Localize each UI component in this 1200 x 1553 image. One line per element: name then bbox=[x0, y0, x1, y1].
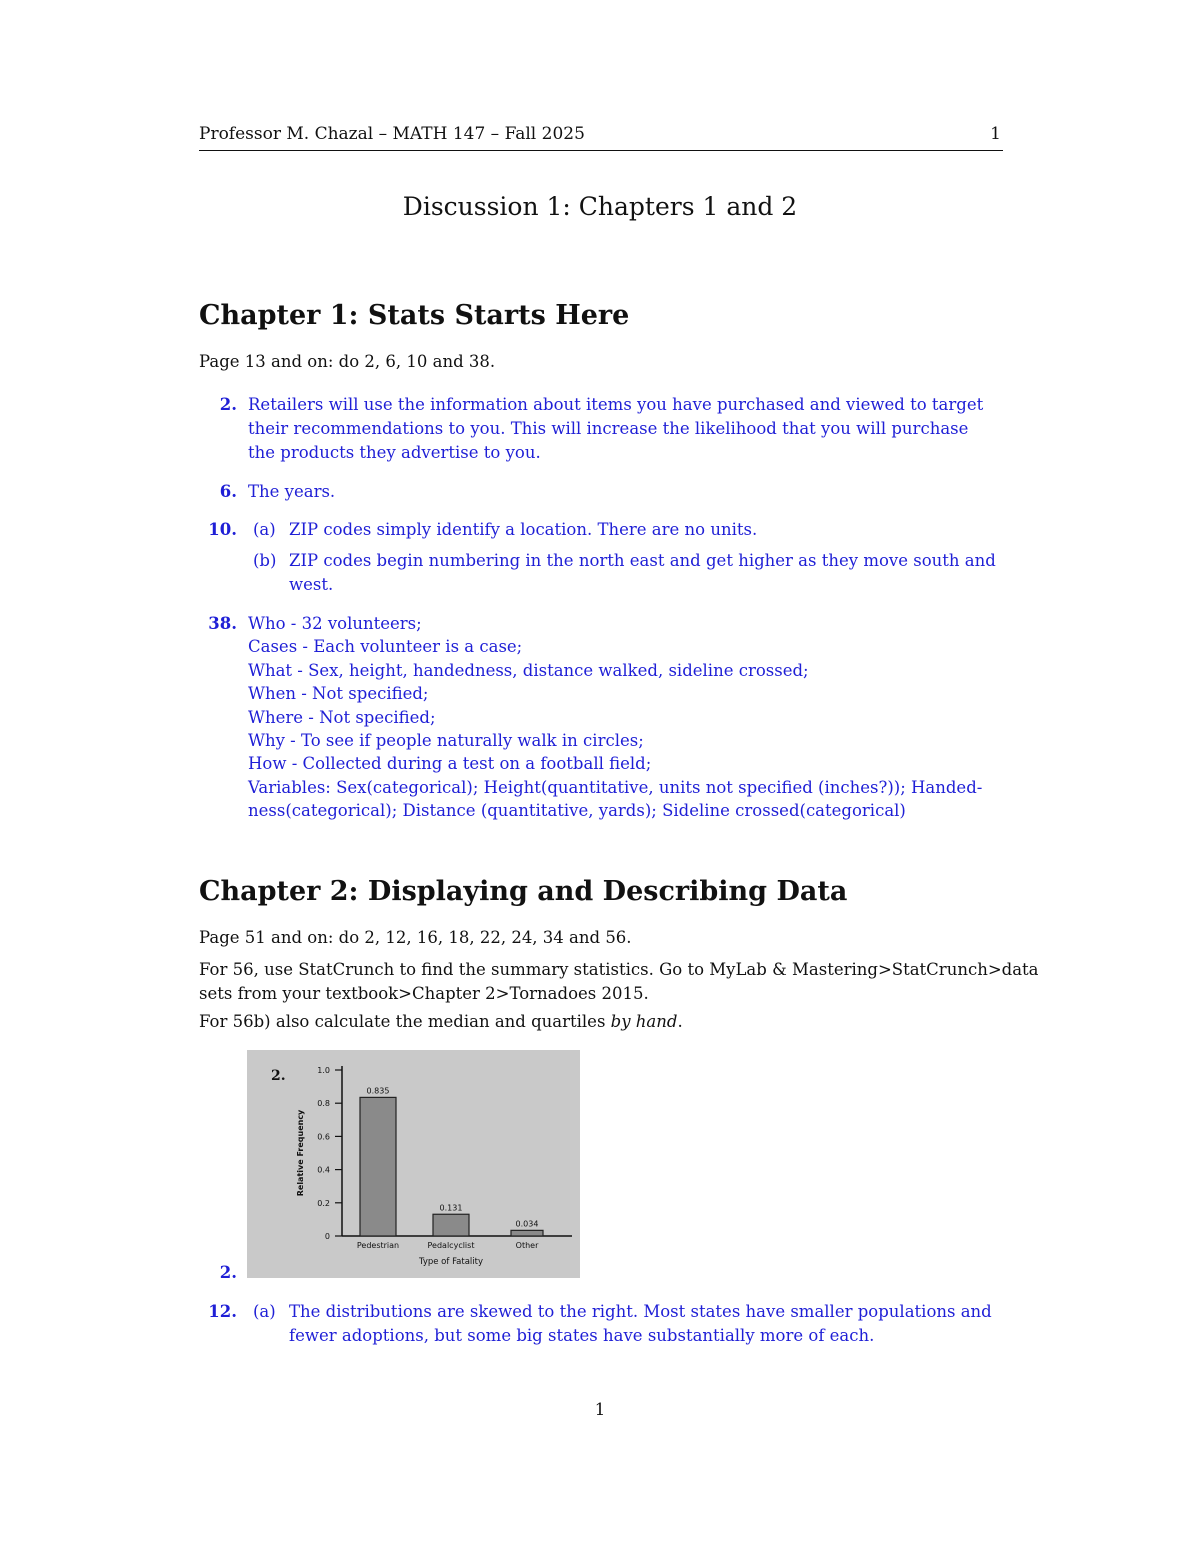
x-axis-title: Type of Fatality bbox=[418, 1257, 484, 1267]
chapter2-assignment: Page 51 and on: do 2, 12, 16, 18, 22, 24, 34 and 56. bbox=[199, 928, 632, 947]
answer-line: The distributions are skewed to the right. Most states have smaller populations and bbox=[289, 1302, 992, 1321]
y-tick-label: 0.2 bbox=[317, 1198, 330, 1208]
answer-line: ness(categorical); Distance (quantitative, yards); Sideline crossed(categorical) bbox=[248, 801, 906, 821]
hand-note-prefix: For 56b) also calculate the median and quartiles bbox=[199, 1012, 611, 1031]
chapter1-heading: Chapter 1: Stats Starts Here bbox=[199, 300, 630, 331]
answer-2 bbox=[248, 393, 983, 465]
instruction-line: For 56, use StatCrunch to find the summary statistics. Go to MyLab & Mastering>StatCrunch>data bbox=[199, 960, 1039, 979]
answer-line: fewer adoptions, but some big states have substantially more of each. bbox=[289, 1326, 875, 1345]
bar-pedalcyclist bbox=[433, 1214, 469, 1236]
answer-number-6: 6. bbox=[219, 482, 237, 501]
answer-number-2: 2. bbox=[219, 395, 237, 414]
answer-10a: ZIP codes simply identify a location. There are no units. bbox=[289, 520, 758, 539]
bar-pedestrian bbox=[360, 1097, 396, 1236]
answer-line: Retailers will use the information about items you have purchased and viewed to target bbox=[248, 395, 984, 414]
answer-line: the products they advertise to you. bbox=[248, 443, 541, 462]
bar-chart-svg bbox=[247, 1050, 580, 1278]
instruction-line: sets from your textbook>Chapter 2>Tornadoes 2015. bbox=[199, 984, 649, 1003]
figure-answer-number-2: 2. bbox=[219, 1263, 237, 1282]
answer-10a-label: (a) bbox=[253, 520, 276, 539]
answer-38 bbox=[248, 612, 982, 823]
y-tick-label: 0 bbox=[324, 1232, 330, 1241]
chapter2-heading: Chapter 2: Displaying and Describing Data bbox=[199, 876, 848, 907]
bar-value-label: 0.034 bbox=[515, 1219, 539, 1229]
x-category-label: Other bbox=[515, 1241, 539, 1250]
chapter2-hand-note bbox=[199, 1012, 1059, 1031]
answer-number-38: 38. bbox=[208, 614, 237, 633]
header-course-info: Professor M. Chazal – MATH 147 – Fall 2025 bbox=[199, 124, 585, 144]
bar-other bbox=[511, 1230, 543, 1236]
answer-12a bbox=[289, 1300, 992, 1348]
answer-line: Where - Not specified; bbox=[248, 707, 436, 727]
chapter2-instructions bbox=[199, 958, 1059, 1006]
y-tick-label: 0.8 bbox=[317, 1099, 330, 1109]
header-page-number: 1 bbox=[990, 124, 1001, 144]
answer-6: The years. bbox=[248, 482, 336, 501]
answer-10b-label: (b) bbox=[253, 551, 277, 570]
y-tick-label: 0.6 bbox=[317, 1132, 330, 1142]
x-category-label: Pedalcyclist bbox=[427, 1241, 475, 1250]
answer-line: Variables: Sex(categorical); Height(quantitative, units not specified (inches?)); Handed- bbox=[248, 777, 983, 797]
answer-line: How - Collected during a test on a football field; bbox=[248, 754, 652, 774]
y-axis-title: Relative Frequency bbox=[296, 1109, 305, 1197]
document-title: Discussion 1: Chapters 1 and 2 bbox=[402, 192, 798, 221]
answer-line: their recommendations to you. This will increase the likelihood that you will purchase bbox=[248, 419, 969, 438]
chapter1-assignment: Page 13 and on: do 2, 6, 10 and 38. bbox=[199, 352, 496, 371]
hand-note-emphasis: by hand bbox=[610, 1012, 678, 1031]
footer-page-number: 1 bbox=[594, 1400, 606, 1419]
answer-line: Why - To see if people naturally walk in circles; bbox=[248, 731, 644, 751]
answer-line: west. bbox=[289, 575, 334, 594]
answer-10b bbox=[289, 549, 996, 597]
answer-line: ZIP codes begin numbering in the north east and get higher as they move south and bbox=[289, 551, 996, 570]
y-tick-label: 1.0 bbox=[317, 1066, 330, 1075]
answer-number-10: 10. bbox=[208, 520, 237, 539]
answer-line: Who - 32 volunteers; bbox=[248, 614, 422, 633]
answer-number-12: 12. bbox=[208, 1302, 237, 1321]
y-tick-label: 0.4 bbox=[317, 1165, 330, 1175]
scanned-bar-chart bbox=[247, 1050, 580, 1278]
x-category-label: Pedestrian bbox=[356, 1241, 400, 1250]
hand-note-suffix: . bbox=[677, 1012, 683, 1031]
answer-12a-label: (a) bbox=[253, 1302, 276, 1321]
answer-line: When - Not specified; bbox=[248, 684, 429, 704]
bar-value-label: 0.131 bbox=[439, 1203, 463, 1213]
answer-line: What - Sex, height, handedness, distance walked, sideline crossed; bbox=[248, 660, 809, 680]
chart-panel-label: 2. bbox=[271, 1068, 286, 1084]
running-header bbox=[199, 124, 1003, 151]
answer-line: Cases - Each volunteer is a case; bbox=[248, 637, 523, 657]
bar-value-label: 0.835 bbox=[366, 1086, 390, 1096]
